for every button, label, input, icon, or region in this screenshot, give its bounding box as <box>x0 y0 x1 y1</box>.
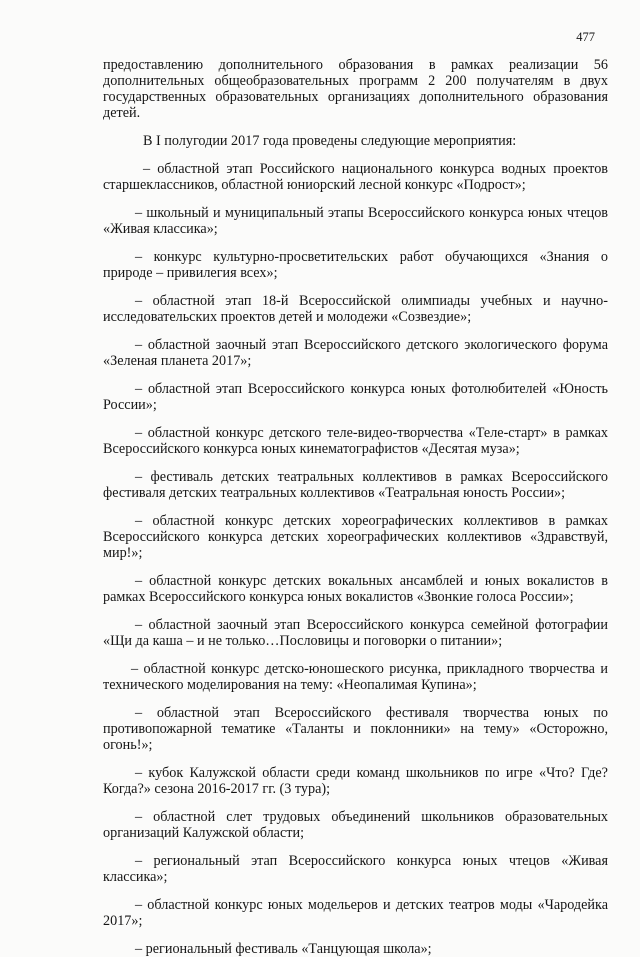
text-line: – областной конкурс детских хореографических коллективов в рамках <box>135 513 608 529</box>
text-line: предоставлению дополнительного образования в рамках реализации 56 <box>103 57 608 73</box>
text-line: – региональный этап Всероссийского конкурса юных чтецов «Живая <box>135 853 608 869</box>
text-line: «Зеленая планета 2017»; <box>103 353 252 369</box>
text-line: – областной этап Всероссийского конкурса юных фотолюбителей «Юность <box>135 381 608 397</box>
text-line: рамках Всероссийского конкурса юных вокалистов «Звонкие голоса России»; <box>103 589 574 605</box>
text-line: Всероссийского конкурса юных кинематографистов «Десятая муза»; <box>103 441 520 457</box>
text-line: – областной конкурс детского теле-видео-творчества «Теле-старт» в рамках <box>135 425 608 441</box>
document-body <box>103 57 608 957</box>
text-line: «Щи да каша – и не только…Пословицы и поговорки о питании»; <box>103 633 503 649</box>
text-line: – областной заочный этап Всероссийского детского экологического форума <box>135 337 608 353</box>
text-line: дополнительных общеобразовательных программ 2 200 получателям в двух <box>103 73 608 89</box>
text-line: – школьный и муниципальный этапы Всероссийского конкурса юных чтецов <box>135 205 608 221</box>
text-line: – областной конкурс детско-юношеского рисунка, прикладного творчества и <box>131 661 608 677</box>
text-line: фестиваля детских театральных коллективов «Театральная юность России»; <box>103 485 566 501</box>
text-line: – областной конкурс детских вокальных ансамблей и юных вокалистов в <box>135 573 608 589</box>
text-line: Когда?» сезона 2016-2017 гг. (3 тура); <box>103 781 331 797</box>
text-line: 2017»; <box>103 913 143 929</box>
text-line: – областной этап Российского национального конкурса водных проектов <box>143 161 608 177</box>
text-line: – областной этап Всероссийского фестиваля творчества юных по <box>135 705 608 721</box>
text-line: огонь!»; <box>103 737 153 753</box>
text-line: технического моделирования на тему: «Неопалимая Купина»; <box>103 677 477 693</box>
text-line: России»; <box>103 397 157 413</box>
page-number: 477 <box>576 30 595 44</box>
text-line: организаций Калужской области; <box>103 825 305 841</box>
text-line: детей. <box>103 105 141 121</box>
text-line: – конкурс культурно-просветительских работ обучающихся «Знания о <box>135 249 608 265</box>
text-line: – региональный фестиваль «Танцующая школа»; <box>135 941 432 957</box>
text-line: мир!»; <box>103 545 143 561</box>
text-line: Всероссийского конкурса детских хореографических коллективов «Здравствуй, <box>103 529 608 545</box>
text-line: – областной заочный этап Всероссийского конкурса семейной фотографии <box>135 617 608 633</box>
text-line: – областной конкурс юных модельеров и детских театров моды «Чародейка <box>135 897 608 913</box>
text-line: «Живая классика»; <box>103 221 218 237</box>
text-line: старшеклассников, областной юниорский лесной конкурс «Подрост»; <box>103 177 526 193</box>
text-line: исследовательских проектов детей и молодежи «Созвездие»; <box>103 309 472 325</box>
text-line: – кубок Калужской области среди команд школьников по игре «Что? Где? <box>135 765 608 781</box>
text-line: – областной этап 18-й Всероссийской олимпиады учебных и научно- <box>135 293 608 309</box>
text-line: природе – привилегия всех»; <box>103 265 278 281</box>
text-line: классика»; <box>103 869 168 885</box>
text-line: – фестиваль детских театральных коллективов в рамках Всероссийского <box>135 469 608 485</box>
text-line: В I полугодии 2017 года проведены следующие мероприятия: <box>143 133 517 149</box>
text-line: – областной слет трудовых объединений школьников образовательных <box>135 809 608 825</box>
text-line: государственных образовательных организациях дополнительного образования <box>103 89 608 105</box>
text-line: противопожарной тематике «Таланты и поклонники» на тему» «Осторожно, <box>103 721 608 737</box>
